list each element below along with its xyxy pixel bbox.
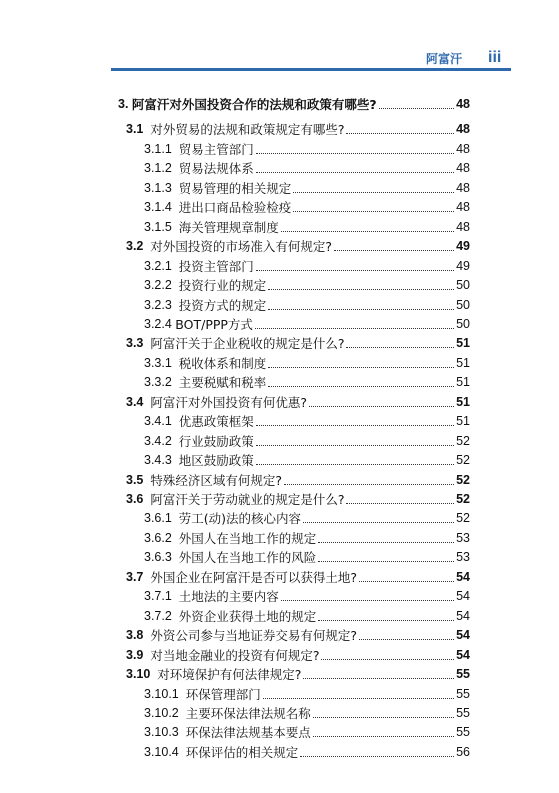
toc-entry-page: 48 bbox=[456, 180, 470, 195]
toc-entry[interactable] bbox=[144, 254, 470, 274]
toc-entry-page: 53 bbox=[456, 530, 470, 545]
toc-entry[interactable] bbox=[144, 215, 470, 235]
dot-leader bbox=[313, 736, 454, 737]
dot-leader bbox=[318, 542, 454, 543]
toc-entry-title: 阿富汗关于劳动就业的规定是什么? bbox=[150, 492, 345, 507]
toc-entry-number: 3.1.5 bbox=[144, 219, 179, 234]
toc-entry-number: 3.1.4 bbox=[144, 200, 179, 215]
toc-entry-number: 3. bbox=[118, 97, 132, 111]
toc-entry[interactable] bbox=[126, 468, 470, 488]
toc-entry-number: 3.10.1 bbox=[144, 686, 186, 701]
toc-entry[interactable] bbox=[144, 448, 470, 468]
toc-entry-number: 3.10 bbox=[126, 667, 158, 682]
dot-leader bbox=[256, 270, 454, 271]
dot-leader bbox=[318, 561, 454, 562]
toc-entry[interactable] bbox=[126, 487, 470, 507]
toc-entry-page: 52 bbox=[456, 453, 470, 468]
toc-entry-page: 54 bbox=[456, 608, 470, 623]
dot-leader bbox=[321, 659, 454, 660]
toc-entry-page: 48 bbox=[456, 200, 470, 215]
toc-entry-title: 投资行业的规定 bbox=[178, 278, 267, 294]
toc-entry-number: 3.7.2 bbox=[144, 608, 179, 623]
toc-entry-number: 3.6.1 bbox=[144, 511, 179, 526]
toc-entry[interactable] bbox=[144, 312, 470, 332]
toc-entry-page: 52 bbox=[456, 511, 470, 526]
toc-entry-title: 投资方式的规定 bbox=[178, 297, 267, 313]
toc-entry-page: 51 bbox=[456, 355, 470, 370]
dot-leader bbox=[256, 445, 454, 446]
dot-leader bbox=[309, 406, 454, 407]
toc-entry-page: 51 bbox=[456, 414, 470, 429]
toc-entry-number: 3.9 bbox=[126, 647, 151, 662]
dot-leader bbox=[281, 600, 454, 601]
dot-leader bbox=[300, 756, 454, 757]
toc-entry-title: 地区鼓励政策 bbox=[178, 453, 254, 469]
toc-entry-title: 特殊经济区域有何规定? bbox=[150, 472, 282, 488]
toc-entry-number: 3.1.1 bbox=[144, 141, 179, 156]
toc-entry-title: 贸易法规体系 bbox=[178, 161, 254, 177]
toc-entry-page: 48 bbox=[456, 141, 470, 156]
toc-entry-page: 50 bbox=[456, 316, 470, 331]
toc-entry[interactable] bbox=[144, 604, 470, 624]
dot-leader bbox=[293, 211, 454, 212]
toc-entry-number: 3.3.1 bbox=[144, 355, 179, 370]
toc-entry[interactable] bbox=[144, 293, 470, 313]
toc-entry-title: 外资企业获得土地的规定 bbox=[178, 608, 317, 624]
dot-leader bbox=[334, 250, 454, 251]
toc-entry-page: 51 bbox=[456, 375, 470, 390]
dot-leader bbox=[268, 289, 454, 290]
toc-entry-page: 52 bbox=[456, 472, 470, 487]
toc-entry[interactable] bbox=[144, 682, 470, 702]
dot-leader bbox=[318, 620, 454, 621]
toc-entry[interactable] bbox=[144, 137, 470, 157]
dot-leader bbox=[359, 581, 454, 582]
dot-leader bbox=[256, 464, 454, 465]
dot-leader bbox=[293, 192, 454, 193]
dot-leader bbox=[313, 717, 454, 718]
toc-entry-title: 优惠政策框架 bbox=[178, 414, 254, 430]
dot-leader bbox=[284, 484, 454, 485]
toc-entry-number: 3.1 bbox=[126, 122, 151, 137]
toc-entry[interactable] bbox=[118, 92, 470, 112]
toc-entry[interactable] bbox=[126, 623, 470, 643]
toc-entry-number: 3.6.2 bbox=[144, 530, 179, 545]
dot-leader bbox=[268, 367, 454, 368]
dot-leader bbox=[263, 698, 454, 699]
toc-entry[interactable] bbox=[144, 545, 470, 565]
toc-entry[interactable] bbox=[126, 643, 470, 663]
toc-entry-page: 53 bbox=[456, 550, 470, 565]
toc-entry-page: 54 bbox=[456, 628, 470, 643]
toc-entry-page: 54 bbox=[456, 647, 470, 662]
toc-entry[interactable] bbox=[144, 273, 470, 293]
toc-entry[interactable] bbox=[126, 390, 470, 410]
dot-leader bbox=[281, 231, 454, 232]
toc-entry-page: 48 bbox=[456, 97, 470, 111]
toc-entry-title: 对环境保护有何法律规定? bbox=[157, 667, 302, 683]
toc-entry-number: 3.2 bbox=[126, 239, 151, 254]
toc-entry-page: 54 bbox=[456, 589, 470, 604]
toc-entry-page: 48 bbox=[456, 122, 470, 137]
toc-entry-number: 3.4.2 bbox=[144, 433, 179, 448]
toc-entry[interactable] bbox=[126, 117, 470, 137]
toc-entry-number: 3.10.2 bbox=[144, 705, 186, 720]
toc-entry[interactable] bbox=[144, 195, 470, 215]
toc-entry-number: 3.7.1 bbox=[144, 589, 179, 604]
dot-leader bbox=[268, 386, 454, 387]
toc-entry-number: 3.3 bbox=[126, 336, 151, 351]
toc-entry-number: 3.4.3 bbox=[144, 453, 179, 468]
toc-entry-page: 52 bbox=[456, 433, 470, 448]
dot-leader bbox=[346, 347, 454, 348]
toc-entry-title: 对外国投资的市场准入有何规定? bbox=[150, 239, 332, 255]
toc-entry[interactable] bbox=[126, 662, 470, 682]
dot-leader bbox=[256, 172, 454, 173]
toc-entry[interactable] bbox=[126, 331, 470, 351]
toc-entry-number: 3.10.4 bbox=[144, 744, 186, 759]
toc-entry-page: 52 bbox=[456, 492, 470, 506]
dot-leader bbox=[303, 522, 454, 523]
toc-entry-title: 进出口商品检验检疫 bbox=[178, 200, 292, 216]
toc-entry-title: 环保评估的相关规定 bbox=[185, 744, 299, 760]
toc-entry-number: 3.2.3 bbox=[144, 297, 179, 312]
toc-entry-title: 外国人在当地工作的风险 bbox=[178, 550, 317, 566]
page-number: iii bbox=[488, 49, 502, 66]
toc-entry[interactable] bbox=[144, 506, 470, 526]
toc-entry-page: 49 bbox=[456, 258, 470, 273]
toc-entry[interactable] bbox=[144, 740, 470, 760]
toc-entry-title: 主要税赋和税率 bbox=[178, 375, 267, 391]
toc-entry-page: 48 bbox=[456, 161, 470, 176]
toc-entry-page: 55 bbox=[456, 686, 470, 701]
toc-entry-page: 50 bbox=[456, 278, 470, 293]
toc-entry-number: 3.6 bbox=[126, 492, 151, 506]
toc-entry-number: 3.7 bbox=[126, 569, 151, 584]
toc-entry-title: 外国企业在阿富汗是否可以获得土地? bbox=[150, 569, 357, 585]
dot-leader bbox=[255, 328, 454, 329]
toc-entry-number: 3.10.3 bbox=[144, 725, 186, 740]
toc-entry[interactable] bbox=[144, 176, 470, 196]
toc-entry-title: 劳工(动)法的核心内容 bbox=[178, 511, 302, 527]
toc-entry-page: 51 bbox=[456, 336, 470, 351]
dot-leader bbox=[268, 309, 454, 310]
toc-entry-page: 51 bbox=[456, 394, 470, 409]
running-header-title: 阿富汗 bbox=[425, 52, 462, 66]
toc-entry[interactable] bbox=[144, 429, 470, 449]
toc-entry-page: 54 bbox=[456, 569, 470, 584]
toc-entry-number: 3.4 bbox=[126, 394, 151, 409]
toc-entry-number: 3.4.1 bbox=[144, 414, 179, 429]
toc-entry-page: 49 bbox=[456, 239, 470, 254]
toc-entry-number: 3.2.2 bbox=[144, 278, 179, 293]
toc-entry[interactable] bbox=[144, 156, 470, 176]
toc-entry[interactable] bbox=[144, 409, 470, 429]
toc-entry-title: 行业鼓励政策 bbox=[178, 433, 254, 449]
toc-entry-page: 55 bbox=[456, 667, 470, 682]
toc-entry-number: 3.5 bbox=[126, 472, 151, 487]
toc-entry-page: 48 bbox=[456, 219, 470, 234]
toc-entry-title: 阿富汗对外国投资合作的法规和政策有哪些? bbox=[131, 97, 377, 112]
toc-entry-title: 土地法的主要内容 bbox=[178, 589, 279, 605]
toc-entry-title: 对当地金融业的投资有何规定? bbox=[150, 647, 320, 663]
dot-leader bbox=[346, 133, 454, 134]
toc-entry-page: 50 bbox=[456, 297, 470, 312]
toc-entry-number: 3.2.1 bbox=[144, 258, 179, 273]
toc-entry-number: 3.1.3 bbox=[144, 180, 179, 195]
toc-entry[interactable] bbox=[126, 234, 470, 254]
toc-entry-title: 对外贸易的法规和政策规定有哪些? bbox=[150, 122, 345, 138]
toc-entry-number: 3.3.2 bbox=[144, 375, 179, 390]
toc-entry-number: 3.6.3 bbox=[144, 550, 179, 565]
dot-leader bbox=[346, 503, 454, 504]
toc-entry[interactable] bbox=[144, 370, 470, 390]
toc-entry[interactable] bbox=[144, 351, 470, 371]
toc-entry-page: 56 bbox=[456, 744, 470, 759]
toc-entry-title: 主要环保法律法规名称 bbox=[185, 705, 311, 721]
toc-entry-page: 55 bbox=[456, 725, 470, 740]
toc-entry[interactable] bbox=[144, 701, 470, 721]
toc-entry[interactable] bbox=[144, 720, 470, 740]
toc-entry-title: 外国人在当地工作的规定 bbox=[178, 530, 317, 546]
toc-entry-title: 环保管理部门 bbox=[185, 686, 261, 702]
toc-entry-number: 3.8 bbox=[126, 628, 151, 643]
toc-entry[interactable] bbox=[144, 526, 470, 546]
toc-entry-title: 投资主管部门 bbox=[178, 258, 254, 274]
dot-leader bbox=[359, 639, 454, 640]
toc-entry-page: 55 bbox=[456, 705, 470, 720]
toc-entry-title: 阿富汗对外国投资有何优惠? bbox=[150, 394, 307, 410]
toc-entry[interactable] bbox=[126, 565, 470, 585]
toc-entry-title: 环保法律法规基本要点 bbox=[185, 725, 311, 741]
toc-entry[interactable] bbox=[144, 584, 470, 604]
dot-leader bbox=[379, 108, 454, 109]
dot-leader bbox=[256, 425, 454, 426]
toc-entry-title: 贸易管理的相关规定 bbox=[178, 180, 292, 196]
toc-entry-number: 3.1.2 bbox=[144, 161, 179, 176]
toc-entry-title: 阿富汗关于企业税收的规定是什么? bbox=[150, 336, 345, 352]
toc-entry-number: 3.2.4 bbox=[144, 316, 176, 331]
dot-leader bbox=[303, 678, 454, 679]
toc-entry-title: BOT/PPP方式 bbox=[175, 316, 253, 332]
toc-entry-title: 海关管理规章制度 bbox=[178, 219, 279, 235]
dot-leader bbox=[256, 153, 454, 154]
toc-entry-title: 外资公司参与当地证券交易有何规定? bbox=[150, 628, 357, 644]
toc-entry-title: 税收体系和制度 bbox=[178, 355, 267, 371]
toc-entry-title: 贸易主管部门 bbox=[178, 141, 254, 157]
